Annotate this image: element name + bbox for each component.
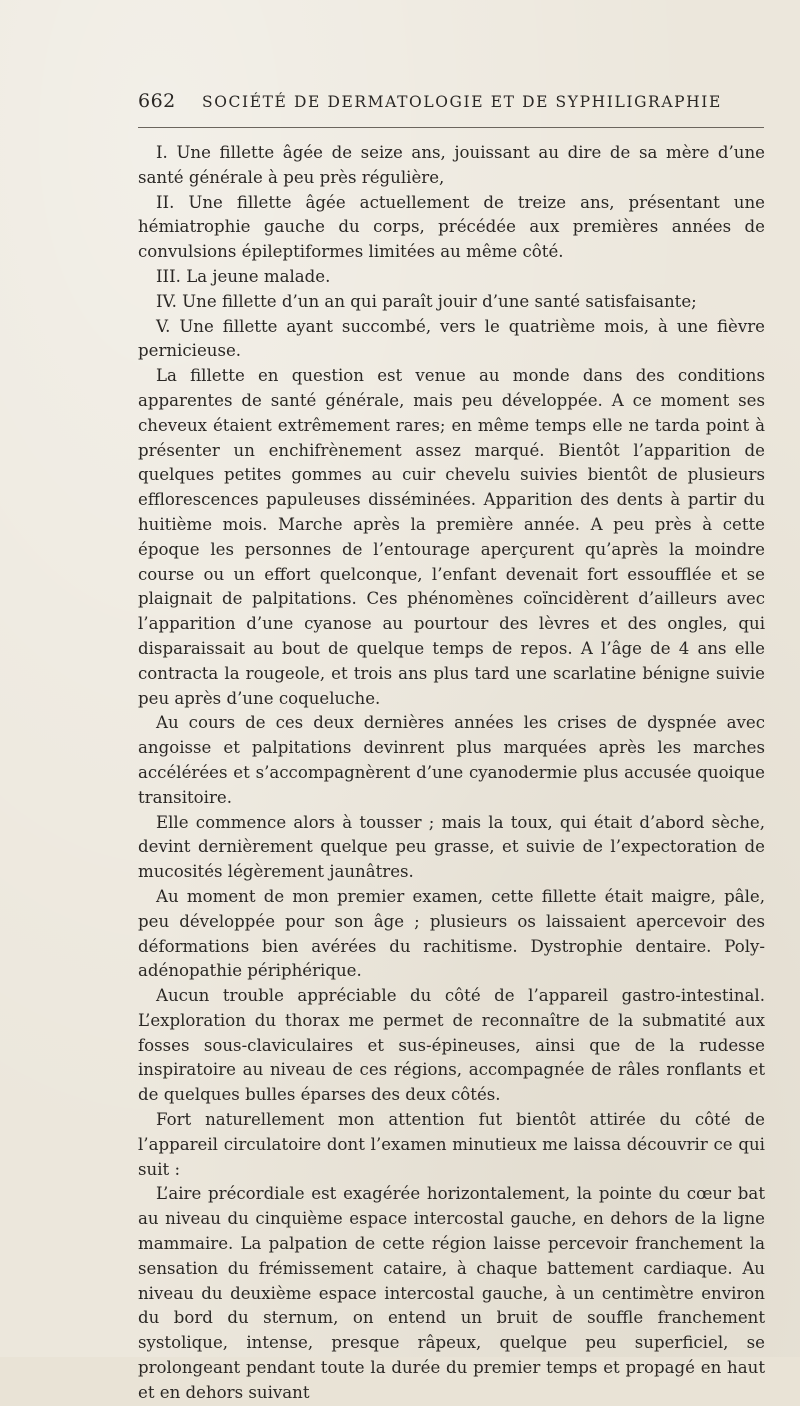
running-header — [138, 88, 764, 118]
list-item-first-child: I. Une fillette âgée de seize ans, jouissant au dire de sa mère d’une santé générale à peu près régulière, — [138, 143, 765, 187]
paragraph-cough: Elle commence alors à tousser ; mais la toux, qui était d’abord sèche, devint dernièrement quelque peu grasse, et suivie de l’expectoration de mucosités légèrement jaunâtres. — [138, 812, 765, 882]
list-item-second-child: II. Une fillette âgée actuellement de treize ans, présentant une hémiatrophie gauche du corps, précédée aux premières années de convulsions épileptiformes limitées au même côté. — [138, 192, 765, 262]
page-number: 662 — [138, 90, 176, 112]
list-item-third-child: III. La jeune malade. — [156, 266, 331, 286]
list-item-fourth-child: IV. Une fillette d’un an qui paraît jouir d’une santé satisfaisante; — [156, 291, 697, 311]
paragraph-circulatory: Fort naturellement mon attention fut bientôt attirée du côté de l’appareil circulatoire dont l’examen minutieux me laissa découvrir ce qui suit : — [138, 1110, 765, 1179]
paragraph-history: La fillette en question est venue au monde dans des conditions apparentes de santé générale, mais peu développée. A ce moment ses cheveux étaient extrêmement rares; en même temps elle ne tarda point à présenter un enchifrènement assez marqué. Bientôt l’apparition de quelques petites gommes au cuir chevelu suivies bientôt de plusieurs efflorescences papuleuses disséminées. Apparition des dents à partir du huitième mois. Marche après la première année. A peu près à cette époque les personnes de l’entourage aperçurent qu’après la moindre course ou un effort quelconque, l’enfant devenait fort essoufflée et se plaignait de palpitations. Ces phénomènes coïncidèrent d’ailleurs avec l’apparition d’une cyanose au pourtour des lèvres et des ongles, qui disparaissait au bout de quelque temps de repos. A l’âge de 4 ans elle contracta la rougeole, et trois ans plus tard une scarlatine bénigne suivie peu après d’une coqueluche. — [138, 366, 765, 708]
paragraph-dyspnea: Au cours de ces deux dernières années les crises de dyspnée avec angoisse et palpitations devinrent plus marquées après les marches accélérées et s’accompagnèrent d’une cyanodermie plus accusée quoique transitoire. — [138, 713, 765, 807]
header-rule — [138, 127, 764, 128]
body-text — [138, 141, 765, 1406]
list-item-fifth-child: V. Une fillette ayant succombé, vers le quatrième mois, à une fièvre pernicieuse. — [138, 316, 765, 361]
paragraph-precordial: L’aire précordiale est exagérée horizontalement, la pointe du cœur bat au niveau du cinquième espace intercostal gauche, en dehors de la ligne mammaire. La palpation de cette région laisse percevoir franchement la sensation du frémissement cataire, à chaque battement cardiaque. Au niveau du deuxième espace intercostal gauche, à un centimètre environ du bord du sternum, on entend un bruit de souffle franchement systolique, intense, presque râpeux, quelque peu superficiel, se prolongeant pendant toute la durée du premier temps et propagé en haut et en dehors suivant — [138, 1184, 765, 1402]
paragraph-thorax: Aucun trouble appréciable du côté de l’appareil gastro-intestinal. L’exploration du thorax me permet de reconnaître de la submatité aux fosses sous-claviculaires et sus-épineuses, ainsi que de la rudesse inspiratoire au niveau de ces régions, accompagnée de râles ronflants et de quelques bulles éparses des deux côtés. — [138, 986, 765, 1105]
running-title: SOCIÉTÉ DE DERMATOLOGIE ET DE SYPHILIGRAPHIE — [202, 93, 722, 111]
paragraph-first-exam: Au moment de mon premier examen, cette fillette était maigre, pâle, peu développée pour son âge ; plusieurs os laissaient apercevoir des déformations bien avérées du rachitisme. Dystrophie dentaire. Poly-adénopathie périphérique. — [138, 886, 765, 981]
